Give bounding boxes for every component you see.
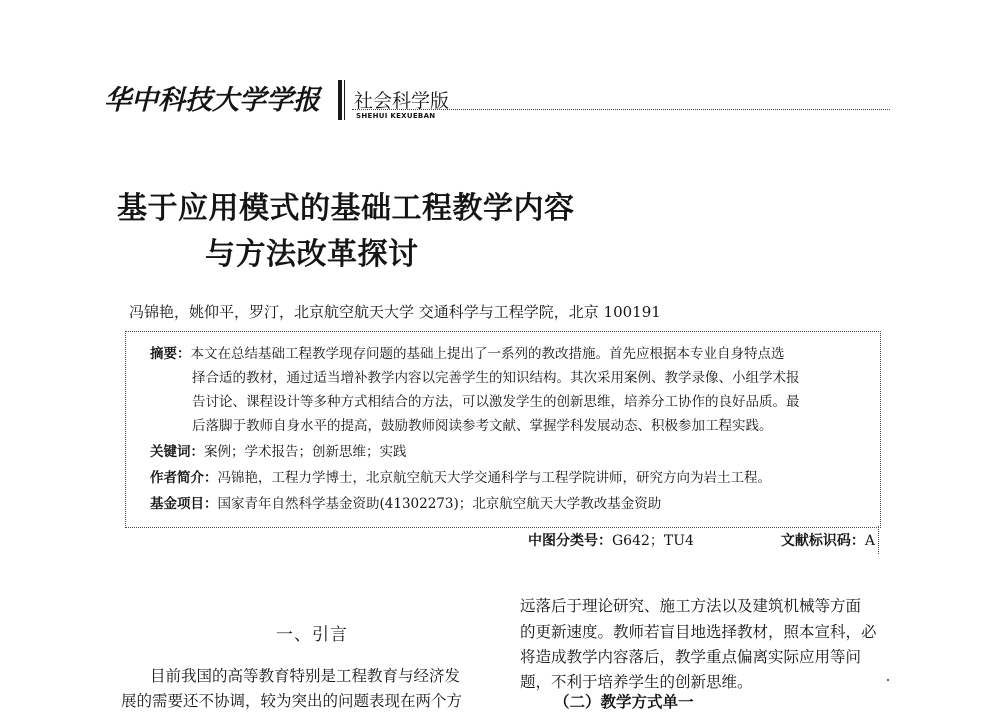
box-edge-tick (878, 526, 881, 554)
doc-code-value: A (864, 533, 875, 549)
keywords-line (150, 441, 407, 464)
left-paragraph-line-1: 目前我国的高等教育特别是工程教育与经济发 (150, 667, 461, 685)
subsection-heading: （二）教学方式单一 (554, 693, 694, 711)
masthead-divider (338, 80, 342, 120)
journal-name: 华中科技大学学报 (104, 85, 320, 116)
fund-line (150, 493, 661, 516)
journal-edition-pinyin: SHEHUI KEXUEBAN (356, 112, 436, 120)
classification-line (528, 530, 875, 550)
abstract-line-4: 后落脚于教师自身水平的提高，鼓励教师阅读参考文献、掌握学科发展动态、积极参加工程实践。 (192, 418, 773, 434)
clc-value: G642；TU4 (612, 533, 694, 549)
abstract-text: 本文在总结基础工程教学现存问题的基础上提出了一系列的教改措施。首先应根据本专业自身特点选 (190, 346, 785, 362)
author-bio-text: 冯锦艳，工程力学博士，北京航空航天大学交通科学与工程学院讲师，研究方向为岩土工程。 (217, 470, 771, 486)
right-paragraph-line-2: 的更新速度。教师若盲目地选择教材，照本宣科，必 (520, 623, 877, 641)
article-title-line-2: 与方法改革探讨 (205, 237, 419, 272)
keywords-text: 案例；学术报告；创新思维；实践 (204, 444, 407, 460)
fund-text: 国家青年自然科学基金资助(41302273)；北京航空航天大学教改基金资助 (217, 496, 662, 512)
fund-label: 基金项目： (150, 496, 218, 512)
abstract-line-3: 告讨论、课程设计等多种方式相结合的方法，可以激发学生的创新思维，培养分工协作的良好品质。最 (192, 394, 800, 410)
masthead-divider-thin (344, 80, 345, 120)
keywords-label: 关键词： (150, 444, 204, 460)
doc-code-label: 文献标识码： (780, 533, 865, 549)
right-paragraph-line-1: 远落后于理论研究、施工方法以及建筑机械等方面 (520, 597, 862, 615)
article-title-line-1: 基于应用模式的基础工程教学内容 (117, 191, 575, 226)
journal-edition: 社会科学版 (354, 90, 450, 112)
scan-speck (887, 679, 889, 681)
abstract-line-2: 择合适的教材，通过适当增补教学内容以完善学生的知识结构。其次采用案例、教学录像、小组学术报 (192, 370, 800, 386)
right-paragraph-line-4: 题，不利于培养学生的创新思维。 (520, 673, 753, 691)
right-paragraph-line-3: 将造成教学内容落后，教学重点偏离实际应用等问 (520, 648, 862, 666)
left-paragraph-line-2: 展的需要还不协调，较为突出的问题表现在两个方 (121, 692, 463, 710)
section-heading-introduction: 一、引言 (276, 625, 348, 645)
author-bio-line (150, 467, 771, 490)
author-affiliation: 冯锦艳，姚仰平，罗汀，北京航空航天大学 交通科学与工程学院，北京 100191 (129, 303, 661, 321)
clc-label: 中图分类号： (528, 533, 612, 549)
abstract-label: 摘要： (150, 346, 191, 362)
abstract-line-1 (150, 343, 785, 366)
author-bio-label: 作者简介： (150, 470, 218, 486)
masthead-rule (352, 109, 890, 110)
